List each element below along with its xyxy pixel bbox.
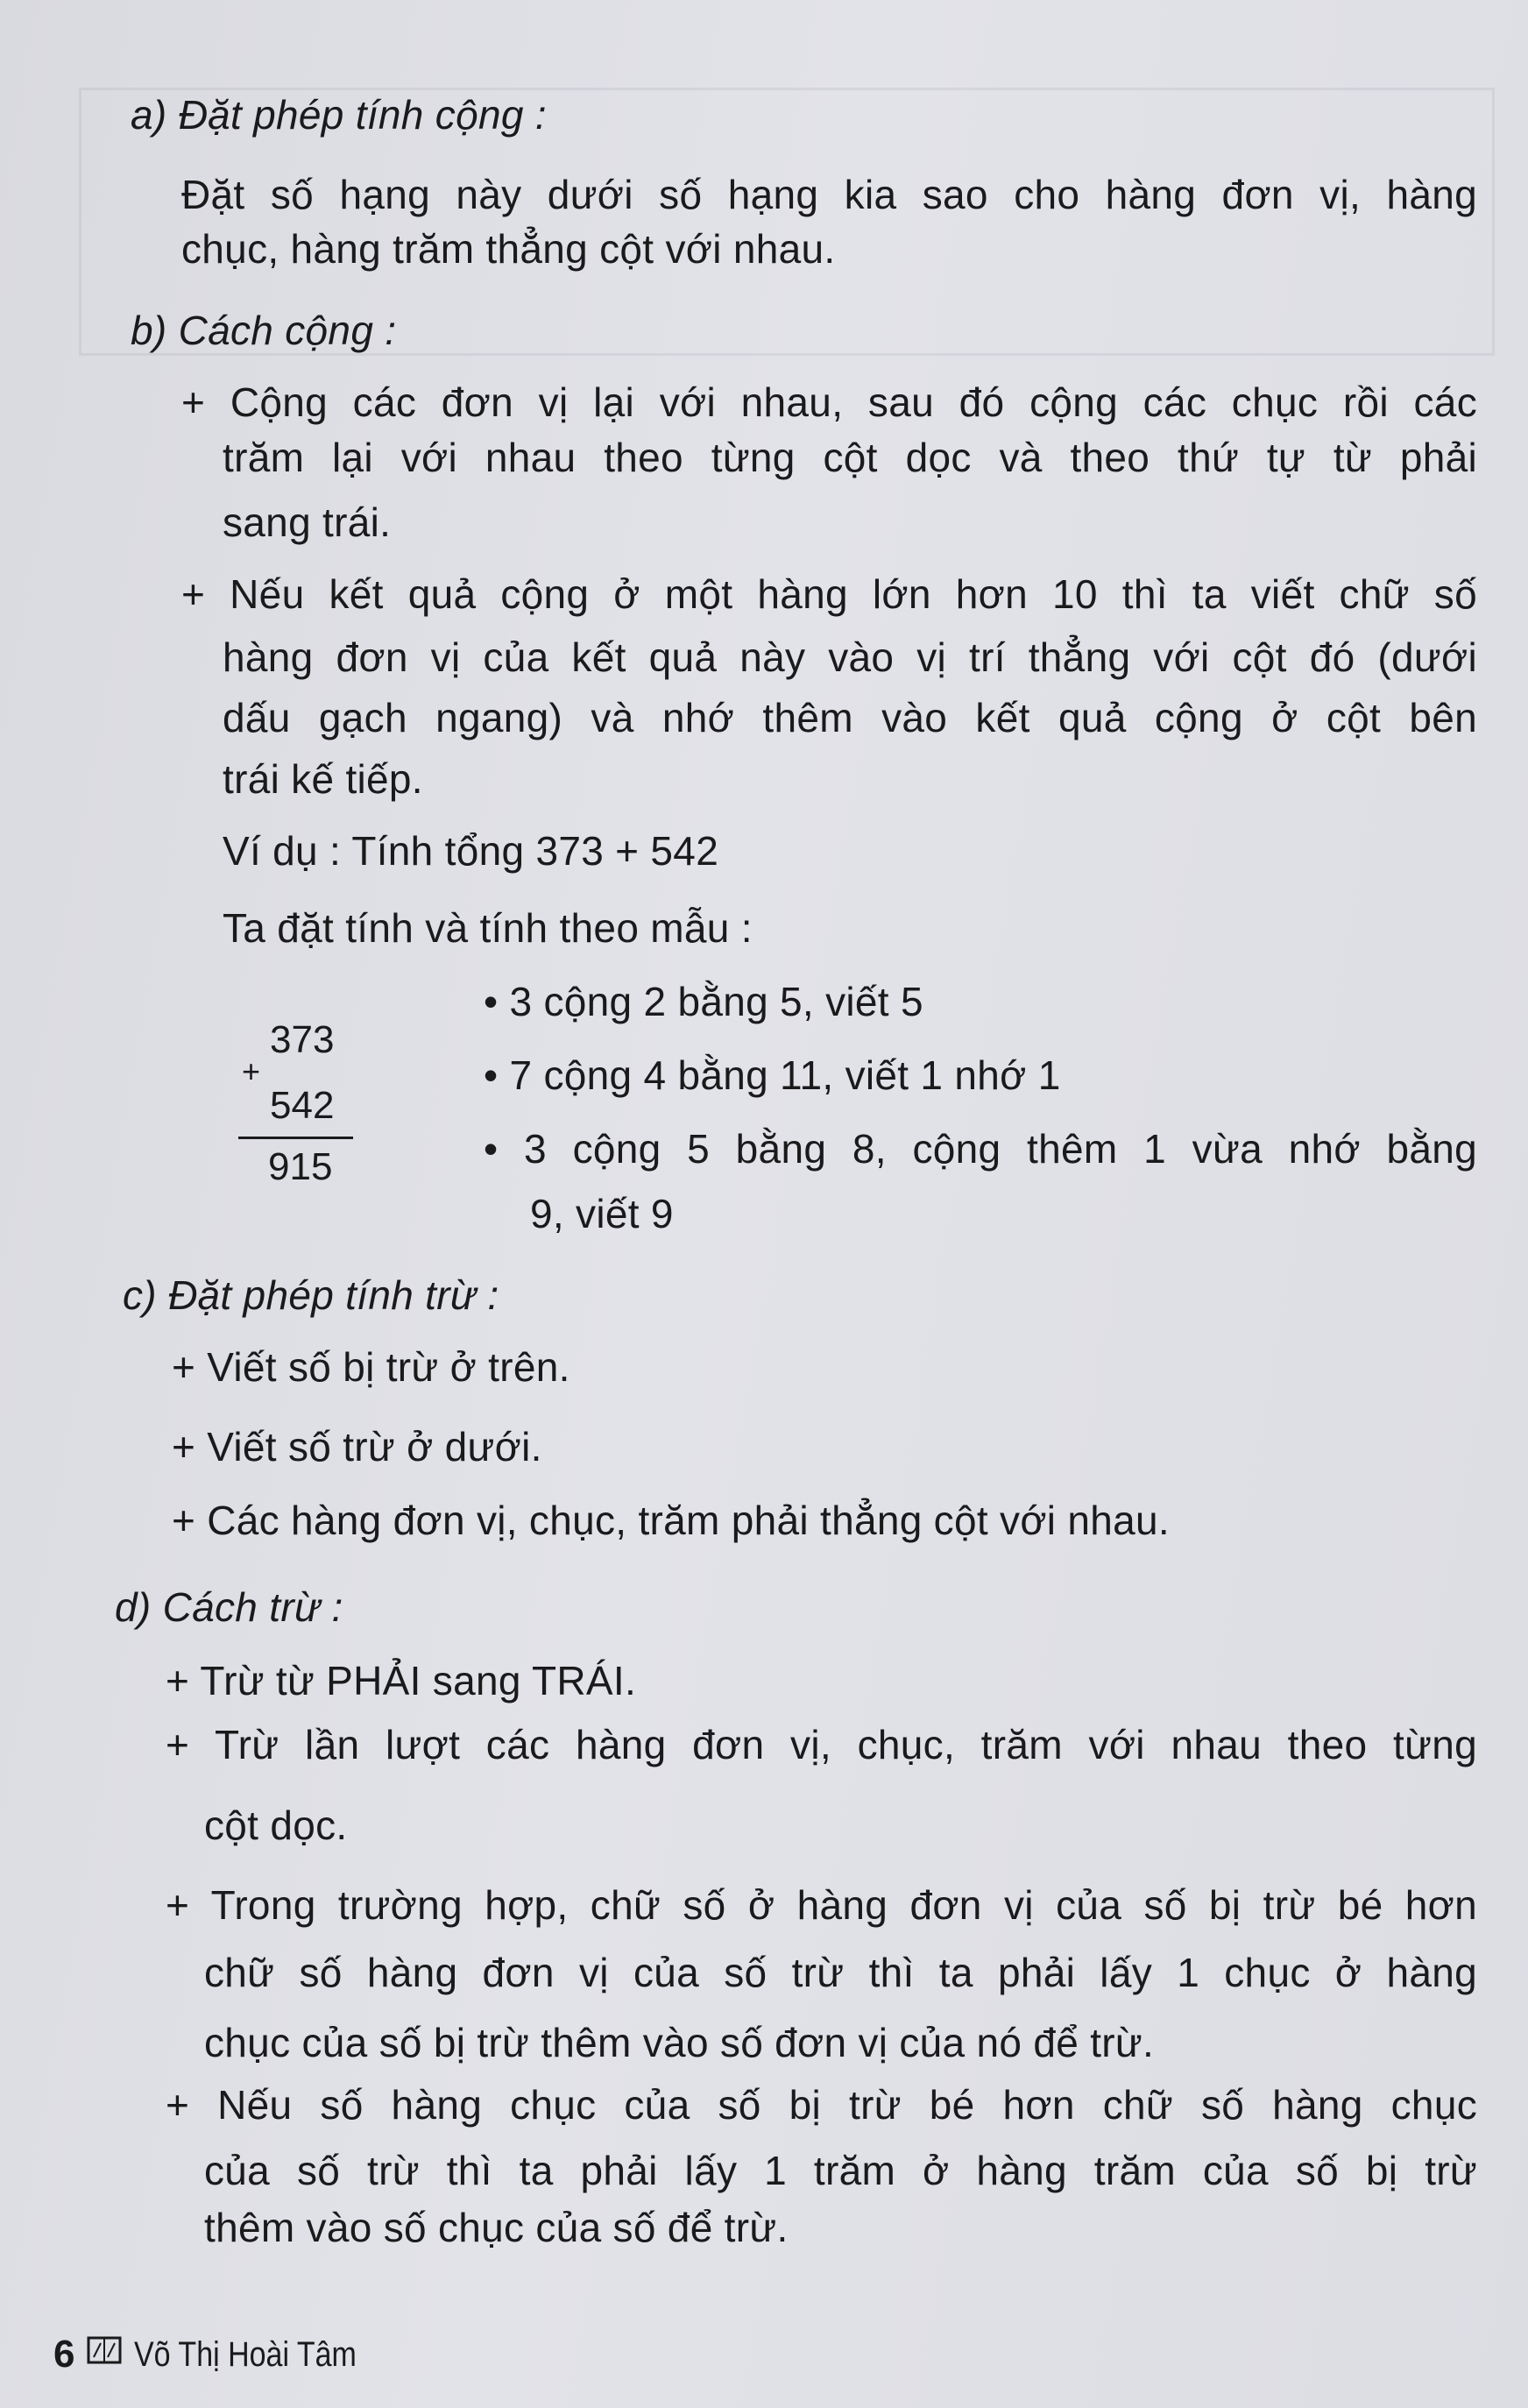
text-line: trái kế tiếp. [223,756,423,802]
text-line: của số trừ thì ta phải lấy 1 trăm ở hàng trăm của số bị trừ [204,2148,1477,2193]
text-line: + Trừ từ PHẢI sang TRÁI. [166,1658,637,1703]
text-line: dấu gạch ngang) và nhớ thêm vào kết quả cộng ở cột bên [223,695,1477,740]
text-line: chữ số hàng đơn vị của số trừ thì ta phải lấy 1 chục ở hàng [204,1950,1477,1995]
text-line: trăm lại với nhau theo từng cột dọc và theo thứ tự từ phải [223,435,1477,480]
step-line: • 7 cộng 4 bằng 11, viết 1 nhớ 1 [484,1052,1061,1098]
text-line: thêm vào số chục của số để trừ. [204,2205,789,2250]
text-line: + Trong trường hợp, chữ số ở hàng đơn vị của số bị trừ bé hơn [166,1882,1477,1928]
section-a-heading: a) Đặt phép tính cộng : [131,92,547,138]
addend-1: 373 [270,1018,335,1061]
text-line: chục của số bị trừ thêm vào số đơn vị của nó để trừ. [204,2020,1155,2065]
open-book-icon [87,2331,122,2378]
text-line: sang trái. [223,499,392,545]
section-d-heading: d) Cách trừ : [115,1584,343,1630]
example-label: Ví dụ : Tính tổng 373 + 542 [223,828,719,874]
plus-sign: + [242,1053,261,1089]
page-footer [53,2331,396,2378]
text-line: hàng đơn vị của kết quả này vào vị trí thẳng với cột đó (dưới [223,634,1477,680]
step-line: 9, viết 9 [530,1191,674,1236]
step-line: • 3 cộng 5 bằng 8, cộng thêm 1 vừa nhớ bằng [484,1126,1477,1172]
text-line: + Nếu kết quả cộng ở một hàng lớn hơn 10 thì ta viết chữ số [181,571,1477,617]
text-line: Đặt số hạng này dưới số hạng kia sao cho hàng đơn vị, hàng [181,172,1477,217]
section-b-heading: b) Cách cộng : [131,308,397,353]
sum-rule [238,1137,353,1139]
text-line: + Viết số bị trừ ở trên. [172,1344,570,1390]
author-name: Võ Thị Hoài Tâm [134,2335,357,2374]
text-line: cột dọc. [204,1802,348,1848]
text-line: + Nếu số hàng chục của số bị trừ bé hơn chữ số hàng chục [166,2082,1477,2128]
sum-result: 915 [268,1145,333,1188]
instruction-text: Ta đặt tính và tính theo mẫu : [223,905,753,951]
text-line: + Trừ lần lượt các hàng đơn vị, chục, trăm với nhau theo từng [166,1722,1477,1767]
addend-2: 542 [270,1084,335,1127]
text-line: chục, hàng trăm thẳng cột với nhau. [181,226,836,272]
text-line: + Cộng các đơn vị lại với nhau, sau đó cộng các chục rồi các [181,379,1477,425]
section-c-heading: c) Đặt phép tính trừ : [123,1272,499,1318]
page-number: 6 [53,2333,75,2376]
text-line: + Viết số trừ ở dưới. [172,1424,542,1470]
text-line: + Các hàng đơn vị, chục, trăm phải thẳng cột với nhau. [172,1498,1170,1543]
step-line: • 3 cộng 2 bằng 5, viết 5 [484,979,923,1024]
